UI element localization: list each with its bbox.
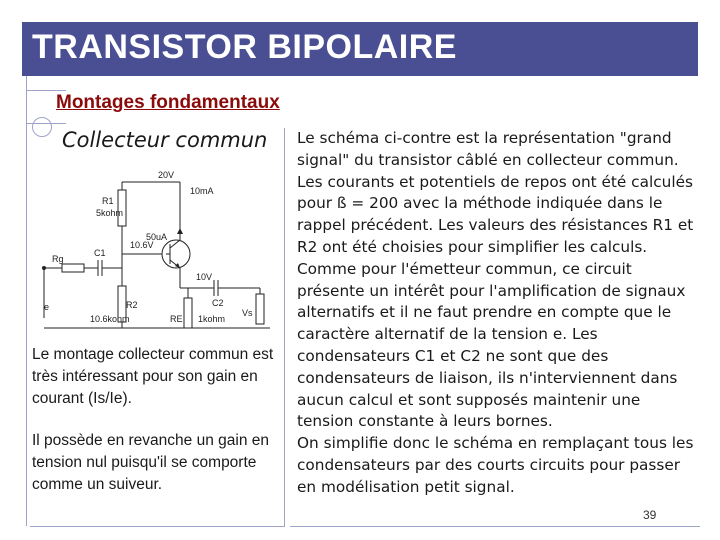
page-number: 39 [643,508,657,522]
r2-label: R2 [126,300,138,310]
source-e-label: e [44,302,50,312]
right-paragraph-3: On simplifie donc le schéma en remplaçant tous les condensateurs par des courts circuits pour passer en modélisation petit signal. [297,434,694,496]
re-value-label: 1kohm [198,314,226,324]
r2-value-label: 10.6kohm [90,314,130,324]
frame-line [290,526,700,527]
collector-current-label: 10mA [190,186,214,196]
emitter-voltage-label: 10V [196,272,213,282]
decorative-line [26,90,66,91]
section-heading: Collecteur commun [62,128,268,152]
slide-title: TRANSISTOR BIPOLAIRE [32,28,457,66]
right-text-block [297,128,699,499]
common-collector-circuit-diagram [30,168,284,338]
left-paragraph-1: Le montage collecteur commun est très intéressant pour son gain en courant (Is/Ie). [32,346,274,407]
vs-label: Vs [242,308,253,318]
c2-label: C2 [212,298,224,308]
frame-line [26,76,27,526]
c1-label: C1 [94,248,106,258]
base-current-label: 50uA [146,232,168,242]
r1-value-label: 5kohm [96,208,124,218]
slide-subtitle: Montages fondamentaux [56,92,280,113]
right-paragraph-1: Le schéma ci-contre est la représentation "grand signal" du transistor câblé en collecteur commun. Les courants et potentiels de repos ont été calculés pour ß = 200 avec la méthode indiquée dans le rappel précédent. Les valeurs des résistances R1 et R2 ont été choisies pour simplifier les calculs. [297,129,694,256]
base-voltage-label: 10.6V [130,240,154,250]
left-paragraph-2: Il possède en revanche un gain en tension nul puisqu'il se comporte comme un suiveur. [32,432,269,493]
vcc-label: 20V [158,170,175,180]
re-label: RE [170,314,183,324]
rg-label: Rg [52,254,64,264]
right-paragraph-2: Comme pour l'émetteur commun, ce circuit présente un intérêt pour l'amplification de signaux alternatifs et il ne faut prendre en compte que le caractère alternatif de la tension e. Les condensateurs C1 et C2 ne sont que des condensateurs de liaison, ils n'interviennent dans aucun calcul et sont supposés maintenir une tension constante à leurs bornes. [297,259,686,431]
r1-label: R1 [102,196,114,206]
